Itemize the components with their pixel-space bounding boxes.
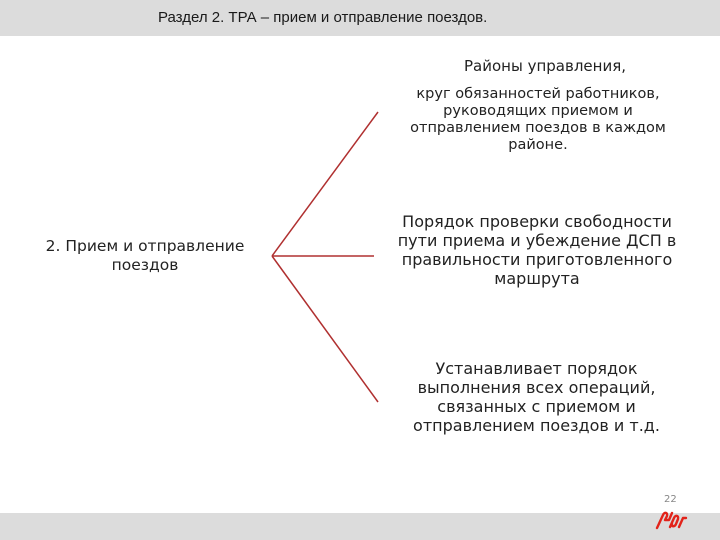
source-node: 2. Прием и отправление поездов — [45, 237, 245, 274]
branch-1-text: круг обязанностей работников, руководящих приемом и отправлением поездов в каждом районе. — [410, 86, 666, 153]
rzd-logo-icon — [654, 509, 688, 531]
branch-3-text: Устанавливает порядок выполнения всех операций, связанных с приемом и отправлением поездов и т.д. — [413, 359, 660, 435]
page-number: 22 — [664, 494, 677, 505]
branch-1-title: Районы управления, — [464, 57, 626, 75]
connector-upper — [272, 112, 378, 256]
connector-lower — [272, 256, 378, 402]
branch-2-text: Порядок проверки свободности пути приема и убеждение ДСП в правильности приготовленного маршрута — [397, 212, 677, 288]
slide-title: Раздел 2. ТРА – прием и отправление поездов. — [158, 9, 488, 26]
footer-bar — [0, 513, 720, 540]
